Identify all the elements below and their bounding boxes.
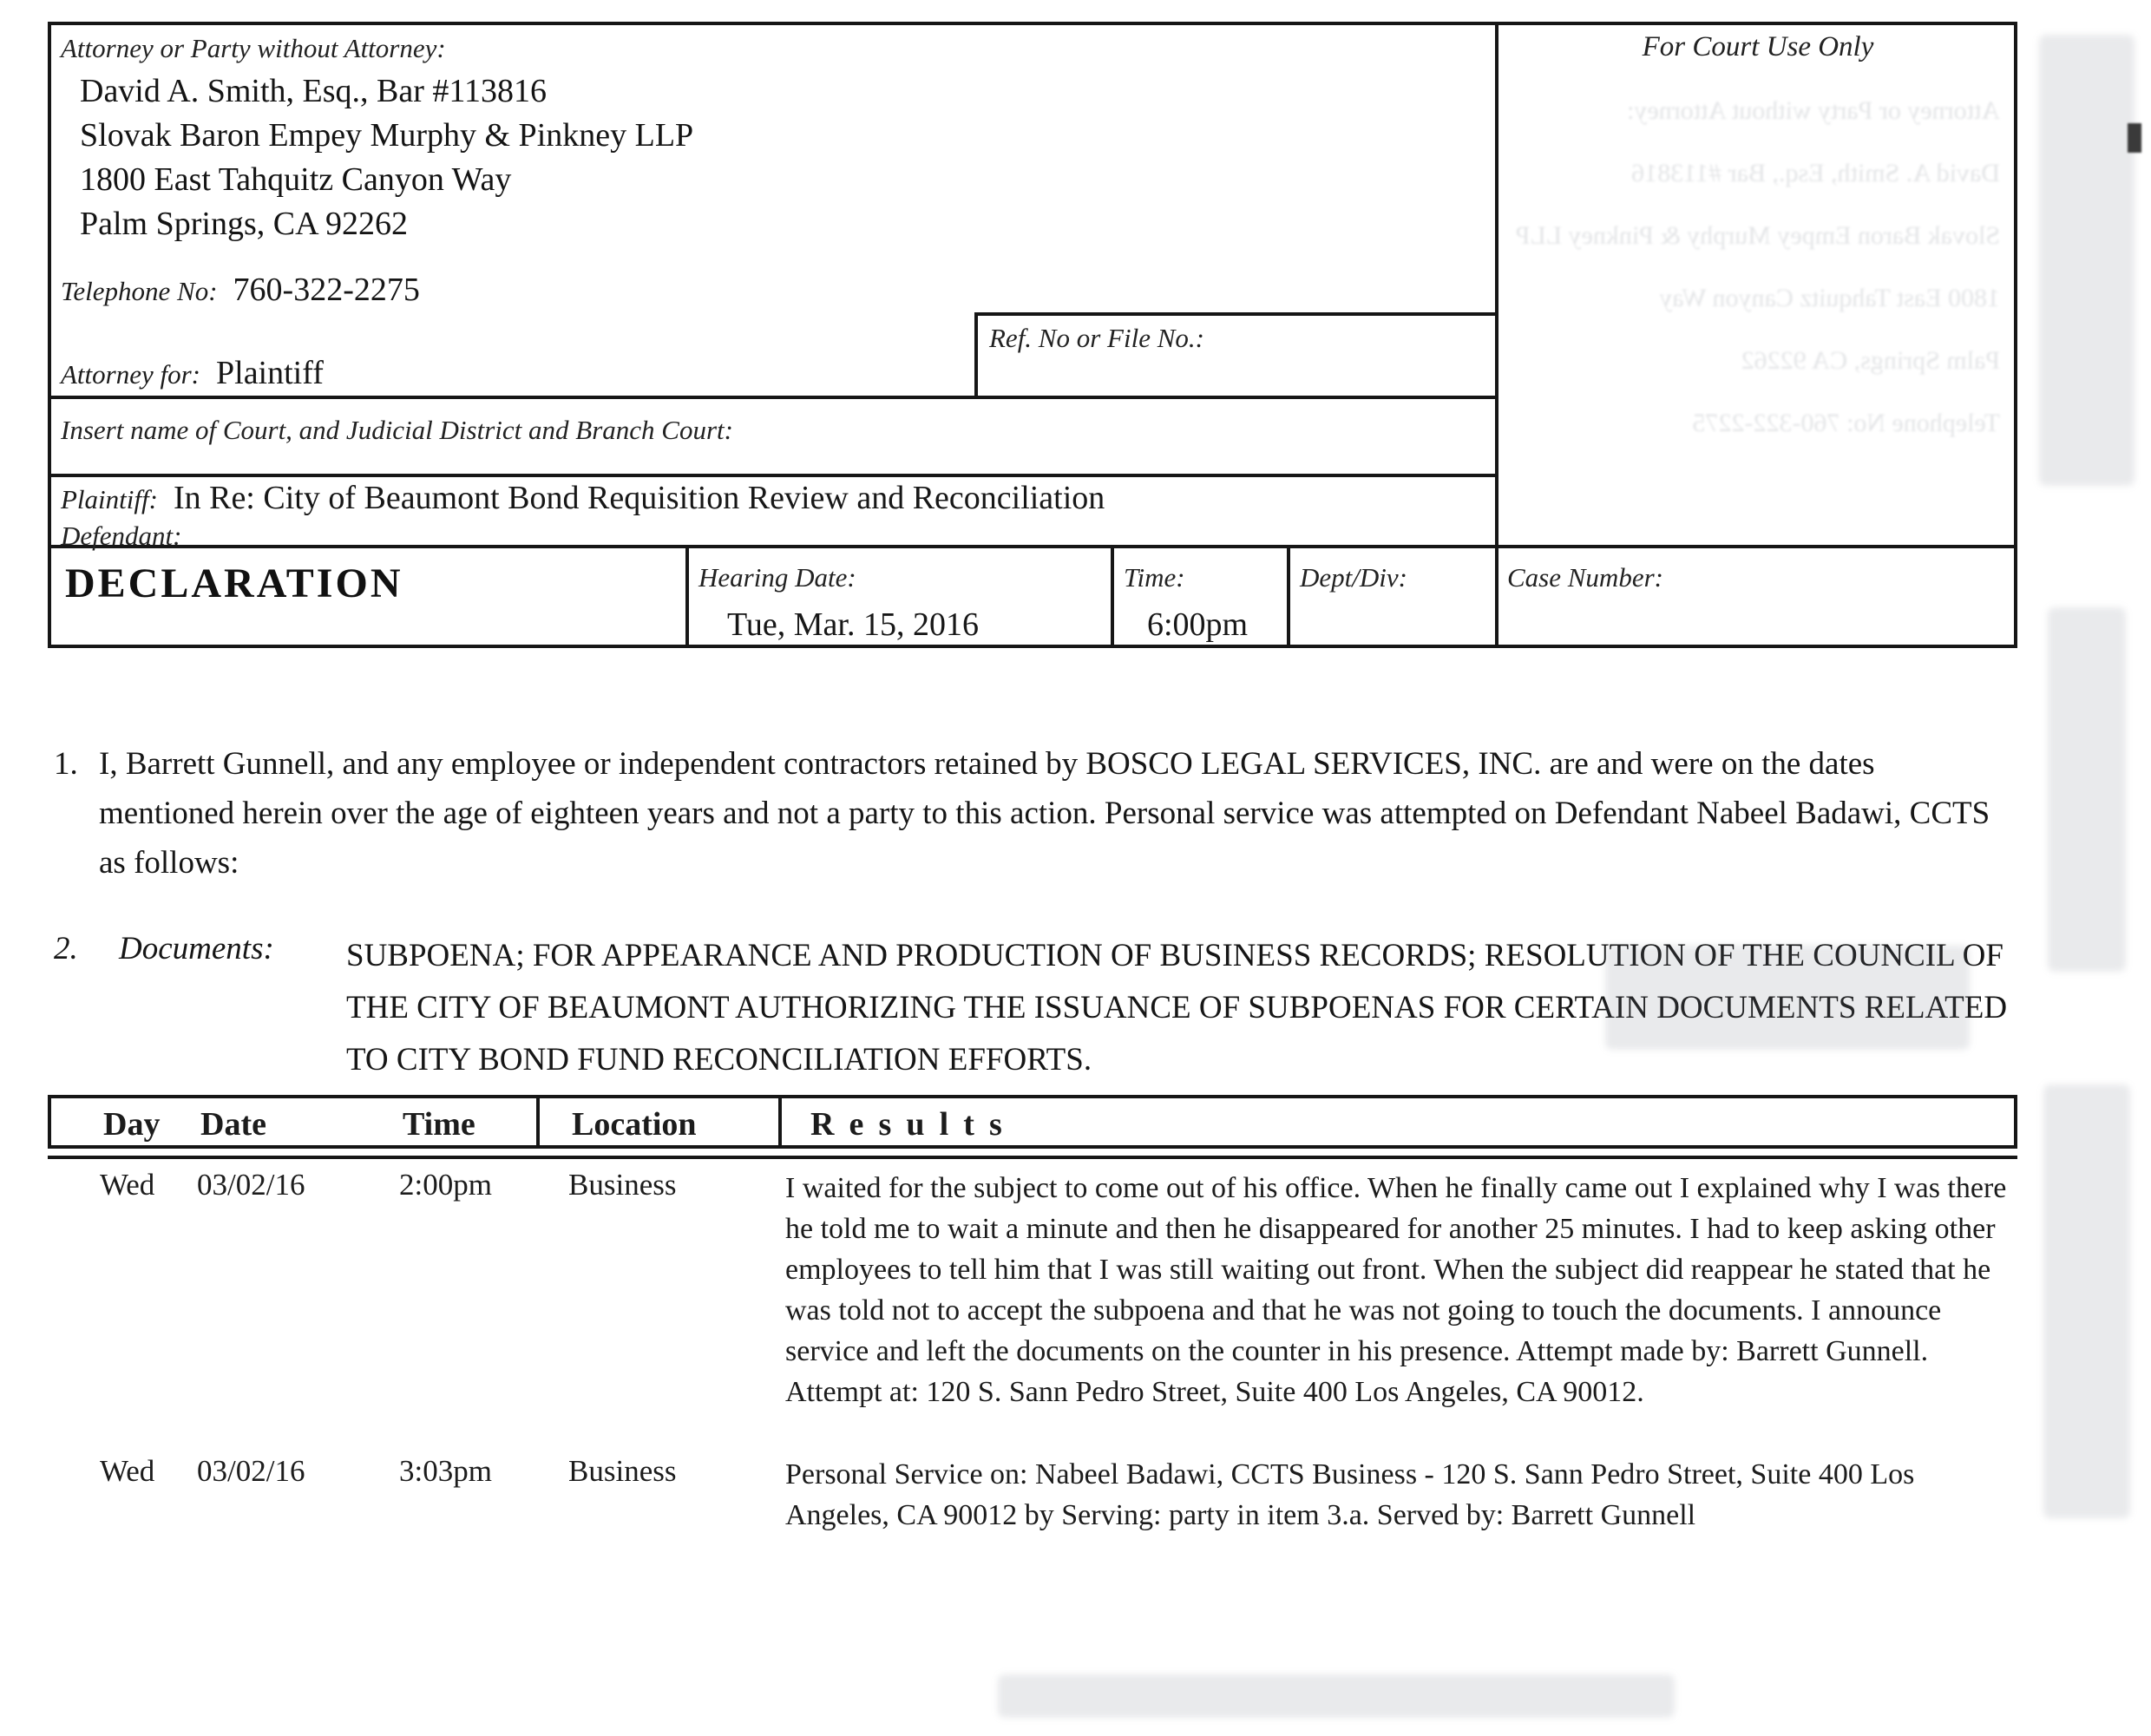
scan-smudge xyxy=(2048,607,2126,972)
documents-list-text: SUBPOENA; FOR APPEARANCE AND PRODUCTION OF BUSINESS RECORDS; RESOLUTION OF THE COUNCIL OF THE CITY OF BEAUMONT AUTHORIZING THE ISSUANCE OF SUBPOENAS FOR CERTAIN DOCUMENTS RELATED TO CITY BOND FUND RECONCILIATION EFFORTS. xyxy=(346,938,2008,1078)
row-date: 03/02/16 xyxy=(197,1168,305,1202)
row-date: 03/02/16 xyxy=(197,1454,305,1488)
plaintiff-label: Plaintiff: xyxy=(61,484,158,514)
insert-court-label: Insert name of Court, and Judicial District and Branch Court: xyxy=(61,415,733,445)
attorney-for-value: Plaintiff xyxy=(216,355,324,391)
declaration-title: DECLARATION xyxy=(65,560,403,606)
hearing-date-label: Hearing Date: xyxy=(698,562,856,593)
plaintiff-value: In Re: City of Beaumont Bond Requisition Review and Reconciliation xyxy=(173,480,1105,516)
service-table-header xyxy=(48,1095,2017,1149)
row-day: Wed xyxy=(100,1168,155,1202)
scan-smudge xyxy=(2043,1084,2130,1518)
row-results: Personal Service on: Nabeel Badawi, CCTS Business - 120 S. Sann Pedro Street, Suite 400 Los Angeles, CA 90012 by Serving: party in item 3.a. Served by: Barrett Gunnell xyxy=(785,1458,1915,1531)
caption-divider-4 xyxy=(1495,548,1498,648)
time-value: 6:00pm xyxy=(1147,606,1249,643)
header-double-rule xyxy=(48,1156,2017,1159)
telephone-line xyxy=(61,271,420,309)
attorney-firm-line: Slovak Baron Empey Murphy & Pinkney LLP xyxy=(80,117,694,154)
time-label: Time: xyxy=(1124,562,1185,593)
caption-divider-2 xyxy=(1111,548,1114,648)
court-use-box-divider xyxy=(1495,22,1498,548)
attorney-for-line xyxy=(61,354,324,392)
row-day: Wed xyxy=(100,1454,155,1488)
caption-row-rule xyxy=(48,545,2017,548)
attorney-city-line: Palm Springs, CA 92262 xyxy=(80,206,408,242)
row-results: I waited for the subject to come out of his office. When he finally came out I explained why I was there he told me to wait a minute and then he disappeared for another 25 minutes. I had to keep asking other employees to tell him that I was still waiting out front. When the subject did reappear he stated that he was told not to accept the subpoena and that he was not going to touch the documents. I announce service and left the documents on the counter in his presence. Attempt made by: Barrett Gunnell. Attempt at: 120 S. Sann Pedro Street, Suite 400 Los Angeles, CA 90012. xyxy=(785,1172,2007,1408)
header-results: Results xyxy=(810,1106,1017,1143)
paragraph-1-number: 1. xyxy=(54,746,78,782)
row-location: Business xyxy=(568,1168,677,1202)
scan-smudge xyxy=(2039,35,2135,486)
for-court-use-only-label: For Court Use Only xyxy=(1642,31,1874,62)
row-time: 3:03pm xyxy=(399,1454,492,1488)
service-table-rows xyxy=(48,1168,2017,1536)
court-name-section-rule xyxy=(48,474,1498,477)
header-location: Location xyxy=(572,1106,697,1143)
case-number-label: Case Number: xyxy=(1507,562,1663,593)
telephone-value: 760-322-2275 xyxy=(233,272,420,308)
attorney-address-block xyxy=(80,69,693,246)
dept-div-label: Dept/Div: xyxy=(1300,562,1407,593)
paragraph-1-text: I, Barrett Gunnell, and any employee or independent contractors retained by BOSCO LEGAL SERVICES, INC. are and were on the dates mentioned herein over the age of eighteen years and not a party to this action. Personal service was attempted on Defendant Nabeel Badawi, CCTS as follows: xyxy=(99,746,1990,881)
header-date: Date xyxy=(200,1106,266,1143)
documents-label: Documents: xyxy=(119,931,274,966)
header-divider-2 xyxy=(778,1098,782,1145)
row-location: Business xyxy=(568,1454,677,1488)
caption-divider-1 xyxy=(685,548,689,648)
row-spacer xyxy=(48,1412,2017,1454)
hearing-date-value: Tue, Mar. 15, 2016 xyxy=(727,606,979,643)
header-day: Day xyxy=(103,1106,161,1143)
header-divider-1 xyxy=(536,1098,540,1145)
scan-smudge xyxy=(998,1674,1675,1718)
ref-no-label: Ref. No or File No.: xyxy=(989,323,1204,353)
attorney-section-rule xyxy=(48,396,1498,399)
attorney-box-label: Attorney or Party without Attorney: xyxy=(61,33,446,63)
defendant-label: Defendant: xyxy=(61,521,182,551)
bleedthrough-text: Attorney or Party without Attorney: David A. Smith, Esq., Bar #113816 Slovak Baron Empey Murphy & Pinkney LLP 1800 East Tahquitz Canyon Way Palm Springs, CA 92262 Telephone No: 760-322-2275 xyxy=(1515,96,2000,437)
attorney-street-line: 1800 East Tahquitz Canyon Way xyxy=(80,161,512,198)
telephone-label: Telephone No: xyxy=(61,276,218,306)
attorney-name-line: David A. Smith, Esq., Bar #113816 xyxy=(80,73,547,109)
scan-smudge xyxy=(1605,946,1970,1050)
table-row xyxy=(48,1454,2017,1536)
caption-divider-3 xyxy=(1287,548,1290,648)
table-row xyxy=(48,1168,2017,1412)
scan-edge-artifact xyxy=(2128,123,2141,153)
row-time: 2:00pm xyxy=(399,1168,492,1202)
plaintiff-line xyxy=(61,479,1105,517)
attorney-for-label: Attorney for: xyxy=(61,359,200,390)
paragraph-1 xyxy=(54,739,1999,888)
header-time: Time xyxy=(403,1106,475,1143)
paragraph-2-number: 2. xyxy=(54,931,78,966)
